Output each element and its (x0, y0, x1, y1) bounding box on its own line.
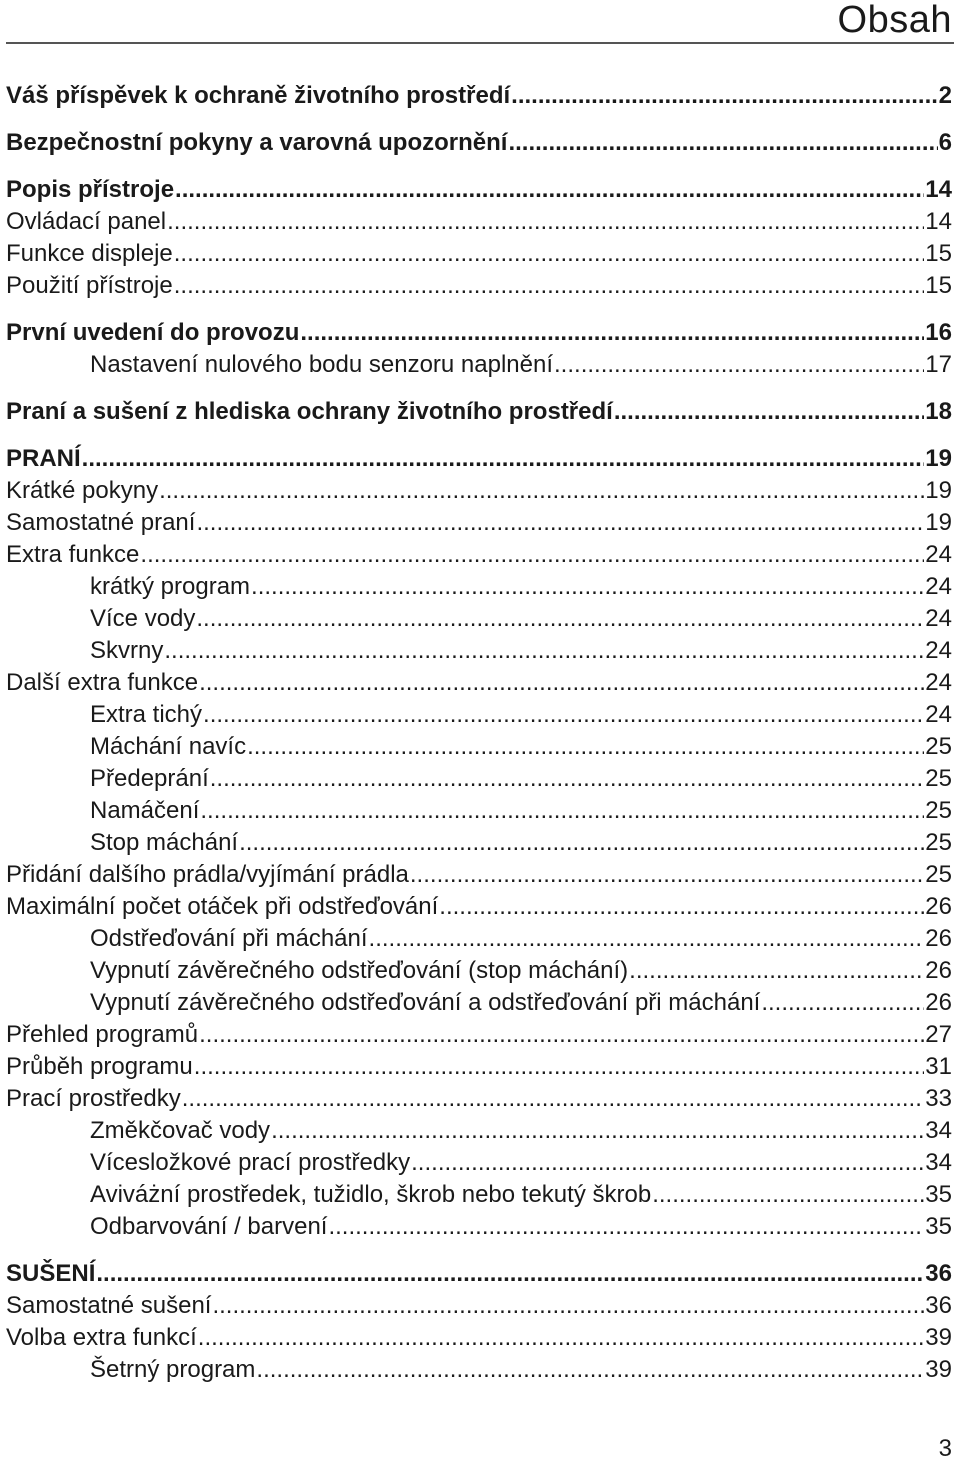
toc-dot-leader (508, 127, 937, 159)
toc-entry-label: Více vody (90, 605, 196, 632)
toc-entry-label: Samostatné praní (6, 509, 196, 536)
toc-dot-leader (159, 475, 924, 507)
toc-dot-leader (271, 1115, 924, 1147)
toc-subentry[interactable] (6, 349, 952, 381)
toc-entry-page: 31 (925, 1053, 952, 1080)
toc-entry-label: Průběh programu (6, 1053, 193, 1080)
toc-dot-leader (199, 667, 924, 699)
toc-entry-label: Volba extra funkcí (6, 1324, 197, 1351)
toc-entry[interactable] (6, 1322, 952, 1354)
toc-entry-label: Šetrný program (90, 1356, 256, 1383)
toc-dot-leader (196, 507, 924, 539)
toc-entry-page: 14 (925, 208, 952, 235)
toc-entry[interactable] (6, 317, 952, 349)
toc-entry-label: Popis přístroje (6, 176, 175, 203)
toc-entry-label: Bezpečnostní pokyny a varovná upozornění (6, 129, 508, 156)
toc-dot-leader (82, 443, 925, 475)
toc-entry-page: 25 (925, 733, 952, 760)
toc-entry-page: 24 (925, 573, 952, 600)
toc-entry-page: 17 (925, 351, 952, 378)
toc-entry[interactable] (6, 1019, 952, 1051)
toc-entry-page: 25 (925, 797, 952, 824)
toc-entry[interactable] (6, 1290, 952, 1322)
toc-dot-leader (175, 174, 924, 206)
toc-entry-page: 26 (925, 989, 952, 1016)
table-of-contents (6, 80, 952, 1386)
toc-dot-leader (251, 571, 924, 603)
toc-dot-leader (410, 859, 924, 891)
toc-entry-page: 33 (925, 1085, 952, 1112)
toc-entry-page: 39 (925, 1324, 952, 1351)
toc-entry-label: Funkce displeje (6, 240, 173, 267)
toc-entry-label: Samostatné sušení (6, 1292, 212, 1319)
toc-entry-page: 24 (925, 605, 952, 632)
toc-dot-leader (182, 1083, 925, 1115)
toc-entry-label: Skvrny (90, 637, 164, 664)
toc-dot-leader (164, 635, 924, 667)
toc-entry-page: 18 (925, 398, 952, 425)
toc-entry-page: 25 (925, 765, 952, 792)
toc-dot-leader (198, 1322, 925, 1354)
toc-entry-label: Váš příspěvek k ochraně životního prostředí (6, 82, 511, 109)
toc-entry[interactable] (6, 174, 952, 206)
toc-subentry[interactable] (6, 795, 952, 827)
toc-subentry[interactable] (6, 1115, 952, 1147)
toc-subentry[interactable] (6, 1179, 952, 1211)
toc-entry-label: Extra funkce (6, 541, 140, 568)
toc-dot-leader (200, 795, 924, 827)
toc-entry-label: Máchání navíc (90, 733, 247, 760)
toc-entry[interactable] (6, 206, 952, 238)
toc-dot-leader (761, 987, 924, 1019)
toc-dot-leader (199, 1019, 924, 1051)
toc-section-gap (6, 112, 952, 127)
toc-subentry[interactable] (6, 955, 952, 987)
toc-entry[interactable] (6, 443, 952, 475)
toc-entry[interactable] (6, 127, 952, 159)
toc-subentry[interactable] (6, 1354, 952, 1386)
toc-subentry[interactable] (6, 731, 952, 763)
toc-subentry[interactable] (6, 923, 952, 955)
toc-entry-page: 26 (925, 957, 952, 984)
toc-dot-leader (256, 1354, 924, 1386)
toc-entry-label: Extra tichý (90, 701, 203, 728)
toc-entry[interactable] (6, 1083, 952, 1115)
toc-entry-page: 36 (925, 1292, 952, 1319)
toc-subentry[interactable] (6, 1147, 952, 1179)
toc-dot-leader (174, 270, 925, 302)
toc-dot-leader (203, 699, 924, 731)
toc-entry-page: 39 (925, 1356, 952, 1383)
toc-entry[interactable] (6, 270, 952, 302)
toc-entry-page: 6 (938, 129, 952, 156)
toc-entry-page: 19 (925, 509, 952, 536)
toc-entry[interactable] (6, 1051, 952, 1083)
toc-dot-leader (239, 827, 924, 859)
toc-entry-label: Vypnutí závěrečného odstřeďování (stop máchání) (90, 957, 629, 984)
toc-entry-page: 35 (925, 1181, 952, 1208)
toc-entry[interactable] (6, 539, 952, 571)
toc-section-gap (6, 159, 952, 174)
toc-entry-page: 24 (925, 637, 952, 664)
toc-entry-label: Stop máchání (90, 829, 239, 856)
toc-dot-leader (511, 80, 937, 112)
toc-entry-page: 16 (925, 319, 952, 346)
toc-dot-leader (96, 1258, 924, 1290)
toc-section-gap (6, 1243, 952, 1258)
toc-subentry[interactable] (6, 987, 952, 1019)
toc-subentry[interactable] (6, 763, 952, 795)
toc-dot-leader (411, 1147, 924, 1179)
toc-entry-label: PRANÍ (6, 445, 81, 472)
toc-subentry[interactable] (6, 699, 952, 731)
toc-entry-page: 25 (925, 829, 952, 856)
toc-entry-label: Praní a sušení z hlediska ochrany životního prostředí (6, 398, 613, 425)
title-divider (6, 42, 954, 44)
toc-entry-page: 26 (925, 925, 952, 952)
toc-entry[interactable] (6, 859, 952, 891)
toc-dot-leader (369, 923, 925, 955)
toc-entry-label: Předeprání (90, 765, 209, 792)
toc-dot-leader (439, 891, 924, 923)
toc-entry-page: 24 (925, 541, 952, 568)
toc-entry-label: Změkčovač vody (90, 1117, 271, 1144)
toc-entry-label: Namáčení (90, 797, 200, 824)
toc-section-gap (6, 428, 952, 443)
toc-dot-leader (652, 1179, 924, 1211)
toc-entry-label: Ovládací panel (6, 208, 167, 235)
toc-entry-page: 24 (925, 701, 952, 728)
toc-subentry[interactable] (6, 603, 952, 635)
toc-entry[interactable] (6, 507, 952, 539)
toc-entry-page: 15 (925, 240, 952, 267)
toc-dot-leader (174, 238, 925, 270)
toc-dot-leader (194, 1051, 925, 1083)
toc-entry-label: SUŠENÍ (6, 1260, 96, 1287)
toc-entry-page: 34 (925, 1117, 952, 1144)
toc-entry-page: 25 (925, 861, 952, 888)
toc-entry-page: 2 (938, 82, 952, 109)
toc-subentry[interactable] (6, 1211, 952, 1243)
toc-dot-leader (614, 396, 924, 428)
toc-entry-label: Odstřeďování při máchání (90, 925, 368, 952)
toc-subentry[interactable] (6, 571, 952, 603)
toc-entry-label: Přidání dalšího prádla/vyjímání prádla (6, 861, 409, 888)
toc-entry-page: 15 (925, 272, 952, 299)
toc-entry-label: Krátké pokyny (6, 477, 159, 504)
toc-entry[interactable] (6, 238, 952, 270)
toc-entry-label: Vypnutí závěrečného odstřeďování a odstřeďování při máchání (90, 989, 761, 1016)
toc-entry-page: 35 (925, 1213, 952, 1240)
toc-entry[interactable] (6, 667, 952, 699)
toc-entry-page: 36 (925, 1260, 952, 1287)
toc-entry-page: 19 (925, 477, 952, 504)
toc-dot-leader (210, 763, 925, 795)
page-number: 3 (938, 1435, 952, 1462)
toc-entry-label: Odbarvování / barvení (90, 1213, 328, 1240)
toc-entry-label: Další extra funkce (6, 669, 199, 696)
toc-dot-leader (212, 1290, 924, 1322)
toc-dot-leader (328, 1211, 924, 1243)
toc-section-gap (6, 302, 952, 317)
toc-section-gap (6, 381, 952, 396)
toc-entry-label: Vícesložkové prací prostředky (90, 1149, 411, 1176)
toc-entry-page: 14 (925, 176, 952, 203)
toc-entry[interactable] (6, 396, 952, 428)
toc-dot-leader (554, 349, 924, 381)
toc-entry[interactable] (6, 891, 952, 923)
toc-dot-leader (167, 206, 924, 238)
page-title: Obsah (837, 0, 952, 41)
toc-entry[interactable] (6, 80, 952, 112)
toc-entry-page: 19 (925, 445, 952, 472)
toc-entry-label: První uvedení do provozu (6, 319, 300, 346)
toc-dot-leader (300, 317, 924, 349)
toc-entry-label: Aviváżní prostředek, tužidlo, škrob nebo tekutý škrob (90, 1181, 652, 1208)
toc-entry[interactable] (6, 1258, 952, 1290)
toc-subentry[interactable] (6, 635, 952, 667)
toc-entry-page: 26 (925, 893, 952, 920)
toc-subentry[interactable] (6, 827, 952, 859)
toc-entry-label: Nastavení nulového bodu senzoru naplnění (90, 351, 554, 378)
toc-dot-leader (247, 731, 924, 763)
toc-entry-label: krátký program (90, 573, 251, 600)
toc-entry-label: Přehled programů (6, 1021, 199, 1048)
toc-dot-leader (140, 539, 924, 571)
toc-dot-leader (629, 955, 924, 987)
toc-entry-label: Použití přístroje (6, 272, 173, 299)
toc-entry-page: 27 (925, 1021, 952, 1048)
toc-entry-page: 34 (925, 1149, 952, 1176)
toc-dot-leader (196, 603, 924, 635)
toc-entry-label: Prací prostředky (6, 1085, 181, 1112)
toc-entry-page: 24 (925, 669, 952, 696)
toc-entry[interactable] (6, 475, 952, 507)
toc-entry-label: Maximální počet otáček při odstřeďování (6, 893, 439, 920)
